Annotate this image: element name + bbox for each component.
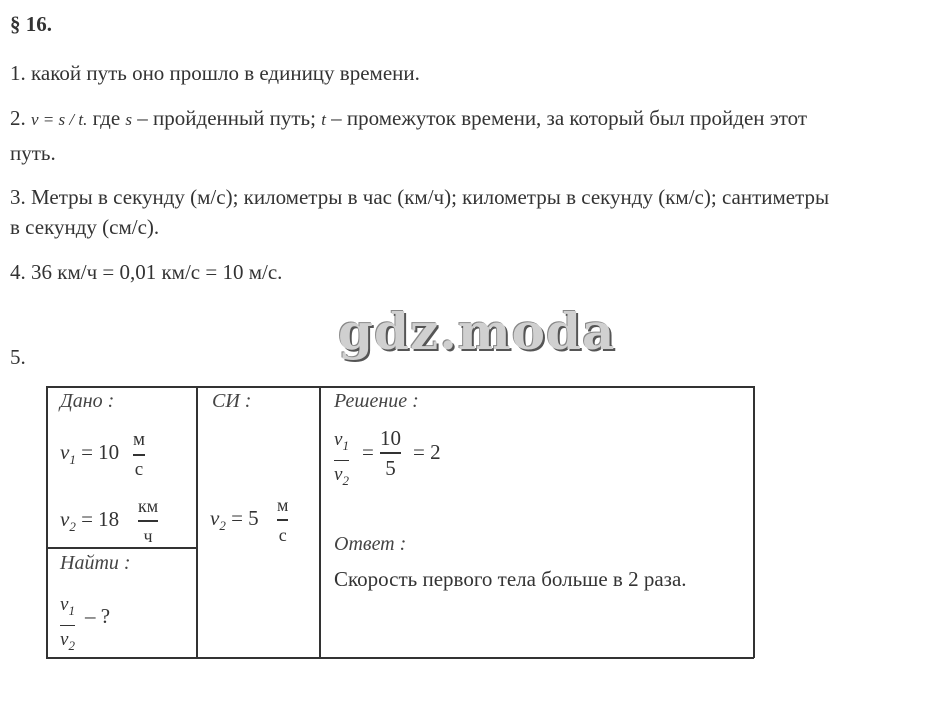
si-v2 [210,506,259,534]
sol-den-symbol: v [334,464,343,486]
si-label: СИ : [212,390,252,412]
given-v1 [60,440,119,468]
answer-2-where: где [92,106,121,130]
si-v2-value: = 5 [231,506,259,530]
answer-4: 4. 36 км/ч = 0,01 км/с = 10 м/с. [10,260,283,284]
given-v2-unit [138,494,158,548]
find-den-symbol: v [60,629,69,651]
dano-label: Дано : [60,390,115,412]
table-divider-1 [196,386,198,658]
table-divider-dano [46,547,197,549]
answer-2-rest-2: – промежуток времени, за который был пройден этот [331,106,808,130]
answer-2-s: s [125,110,133,129]
si-v2-unit [277,493,288,547]
find-question: – ? [85,604,111,628]
answer-5: 5. [10,345,26,369]
section-title: § 16. [10,12,52,36]
given-v1-unit-den: с [134,458,144,480]
given-v2-value: = 18 [81,507,120,531]
sol-frac-num: 10 [380,426,401,450]
answer-2-formula: v = s / t. [31,110,88,129]
given-v1-sub: 1 [69,452,76,468]
si-v2-unit-num: м [277,495,289,515]
table-border-left [46,386,48,658]
fraction-bar [277,519,288,521]
fraction-bar [133,454,145,456]
find-num-symbol: v [60,594,69,615]
solution-eq-1: = [362,440,374,464]
answer-text: Скорость первого тела больше в 2 раза. [334,567,687,591]
answer-2-line-2: путь. [10,141,56,165]
given-v1-unit-num: м [133,429,146,450]
watermark: gdz.moda [338,302,616,361]
si-v2-sub: 2 [219,518,226,534]
find-ratio [60,593,75,658]
fraction-bar [334,460,349,462]
reshenie-label: Решение : [334,390,419,412]
answer-3-line-1: 3. Метры в секунду (м/с); километры в час (км/ч); километры в секунду (км/с); сантиметры [10,185,830,209]
sol-num-symbol: v [334,429,343,450]
sol-frac-den: 5 [385,455,396,480]
sol-num-sub: 1 [342,437,349,453]
sol-den-sub: 2 [342,473,349,489]
solution-fraction [380,426,401,480]
answer-3-line-2: в секунду (см/с). [10,215,160,239]
answer-2-line-1 [10,103,807,135]
table-border-top [46,386,754,388]
naiti-label: Найти : [60,552,131,574]
given-v1-unit [133,428,145,482]
given-v1-value: = 10 [81,440,120,464]
fraction-bar [138,520,158,522]
answer-2-number: 2. [10,106,26,130]
solution-ratio [334,428,349,493]
fraction-bar [380,452,401,454]
find-num-sub: 1 [68,602,75,618]
table-border-right [753,386,755,658]
table-border-bottom [46,657,754,659]
solution-eq-2: = 2 [413,440,441,464]
given-v2-unit-den: ч [143,525,153,546]
given-v2 [60,507,119,535]
given-v1-symbol: v [60,440,70,464]
find-den-sub: 2 [68,638,75,654]
answer-1: 1. какой путь оно прошло в единицу времени. [10,61,420,85]
answer-2-rest-1: – пройденный путь; [137,106,316,130]
otvet-label: Ответ : [334,533,407,555]
fraction-bar [60,625,75,627]
answer-2-t: t [321,110,326,129]
given-v2-unit-num: км [138,496,159,516]
given-v2-symbol: v [60,507,70,531]
given-v2-sub: 2 [69,519,76,535]
si-v2-unit-den: с [278,524,287,545]
table-divider-2 [319,386,321,658]
si-v2-symbol: v [210,506,220,530]
